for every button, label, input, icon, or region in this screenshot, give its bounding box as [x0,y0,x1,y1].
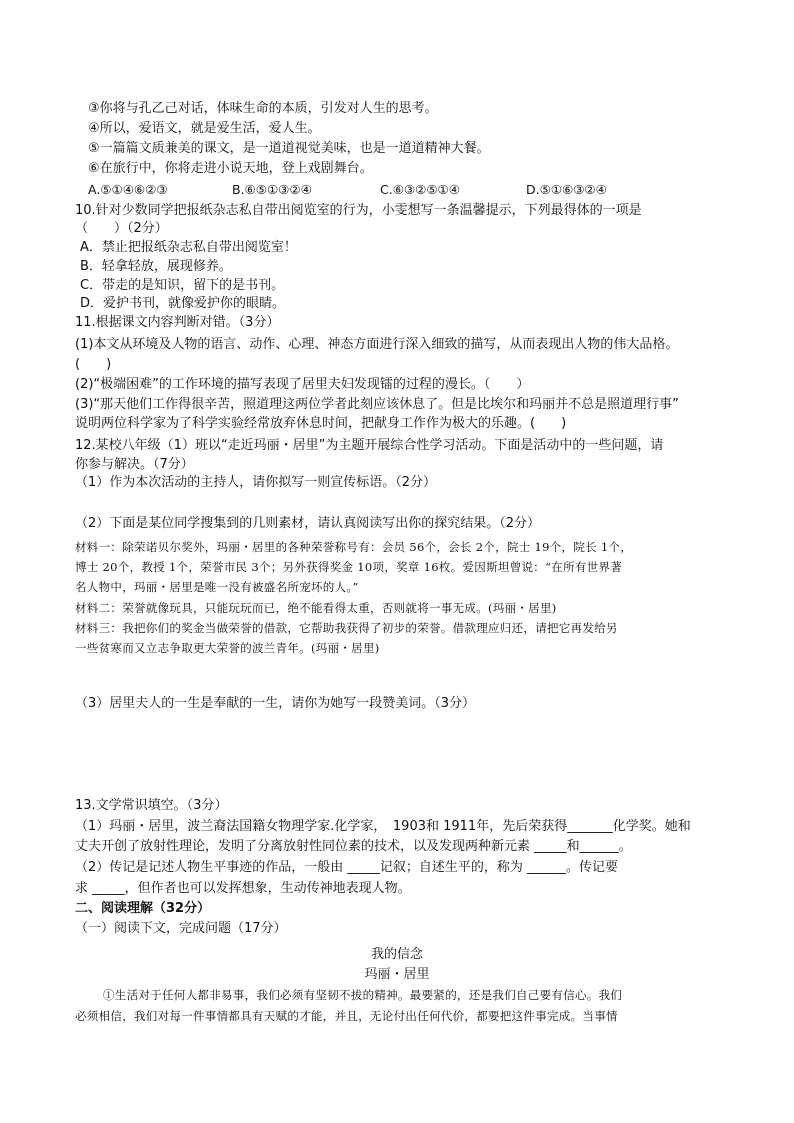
section-2-heading: 二、阅读理解（32分） [75,901,211,916]
sentence-4: ④所以，爱语文，就是爱生活，爱人生。 [88,121,321,136]
material-1-cont: 博士 20个，教授 1个，荣誉市民 3个；另外获得奖金 10项，奖章 16枚。爱因斯坦曾说：“在所有世界著 [75,560,623,574]
material-3: 材料三：我把你们的奖金当做荣誉的借款，它帮助我获得了初步的荣誉。借款理应归还，请把它再发给另 [75,621,618,635]
q11-item-3: (3)“那天他们工作得很辛苦，照道理这两位学者此刻应该休息了。但是比埃尔和玛丽并不总是照道理行事” [75,397,679,412]
q10-option-a: A．禁止把报纸杂志私自带出阅览室！ [80,240,297,255]
article-title: 我的信念 [370,947,423,962]
option-c: C.⑥③②⑤①④ [380,182,460,197]
q11-item-3-cont: 说明两位科学家为了科学实验经常放弃休息时间，把献身工作作为极大的乐趣。( ) [75,416,567,431]
q13-item-1-cont: 丈夫开创了放射性理论，发明了分离放射性同位素的技术，以及发现两种新元素 _____和______。 [75,839,632,854]
sentence-6: ⑥在旅行中，你将走进小说天地，登上戏剧舞台。 [88,161,373,176]
q11-item-1: (1)本文从环境及人物的语言、动作、心理、神态方面进行深入细致的描写，从而表现出人物的伟大品格。 [75,337,679,352]
material-2: 材料二：荣誉就像玩具，只能玩玩而已，绝不能看得太重，否则就将一事无成。(玛丽・居里) [75,601,557,615]
q13-item-2-cont: 求 _____，但作者也可以发挥想象，生动传神地表现人物。 [75,881,411,896]
q13-item-1: （1）玛丽・居里，波兰裔法国籍女物理学家.化学家， 1903和 1911年，先后荣获得_______化学奖。她和 [75,819,691,834]
option-a: A.⑤①④⑥②③ [88,182,168,197]
question-10: 10.针对少数同学把报纸杂志私自带出阅览室的行为，小雯想写一条温馨提示，下列最得体的一项是 [75,203,642,218]
q10-option-d: D．爱护书刊，就像爱护你的眼睛。 [80,296,286,311]
question-11: 11.根据课文内容判断对错。（3分） [75,315,280,330]
article-paragraph-1-cont: 必须相信，我们对每一件事情都具有天赋的才能，并且，无论付出任何代价，都要把这件事完成。当事情 [75,1009,618,1023]
q12-item-1: （1）作为本次活动的主持人，请你拟写一则宣传标语。（2分） [75,475,437,490]
option-d: D.⑤①⑥③②④ [526,182,607,197]
q10-option-c: C．带走的是知识，留下的是书刊。 [80,278,285,293]
option-b: B.⑥⑤①③②④ [232,182,312,197]
q12-item-2: （2）下面是某位同学搜集到的几则素材，请认真阅读写出你的探究结果。（2分） [75,516,541,531]
material-1-end: 名人物中，玛丽・居里是唯一没有被盛名所宠坏的人。” [75,580,359,594]
question-12-cont: 你参与解决。（7分） [75,457,194,472]
q11-item-1-blank: ( ) [75,357,112,372]
article-paragraph-1: ①生活对于任何人都非易事，我们必须有坚韧不拔的精神。最要紧的，还是我们自己要有信心。我们 [103,988,623,1002]
q13-item-2: （2）传记是记述人物生平事迹的作品，一般由 _____记叙；自述生平的，称为 ______。传记要 [75,860,619,875]
article-author: 玛丽・居里 [364,967,430,982]
material-3-cont: 一些贫寒而又立志争取更大荣誉的波兰青年。(玛丽・居里) [75,641,380,655]
question-12: 12.某校八年级（1）班以“走近玛丽・居里”为主题开展综合性学习活动。下面是活动中的一些问题，请 [75,438,664,453]
material-1: 材料一：除荣诺贝尔奖外，玛丽・居里的各种荣誉称号有：会员 56个，会长 2个，院士 19个，院长 1个， [75,540,633,554]
sentence-3: ③你将与孔乙己对话，体味生命的本质，引发对人生的思考。 [88,101,438,116]
passage-1-heading: （一）阅读下文，完成问题（17分） [75,921,287,936]
question-10-score: （ ）（2分） [75,221,168,236]
sentence-5: ⑤一篇篇文质兼美的课文，是一道道视觉美味，也是一道道精神大餐。 [88,141,490,156]
question-13: 13.文学常识填空。（3分） [75,798,228,813]
q12-item-3: （3）居里夫人的一生是奉献的一生，请你为她写一段赞美词。（3分） [75,696,476,711]
q11-item-2: (2)“极端困难”的工作环境的描写表现了居里夫妇发现镭的过程的漫长。（ ） [75,377,530,392]
q10-option-b: B．轻拿轻放，展现修养。 [80,259,232,274]
